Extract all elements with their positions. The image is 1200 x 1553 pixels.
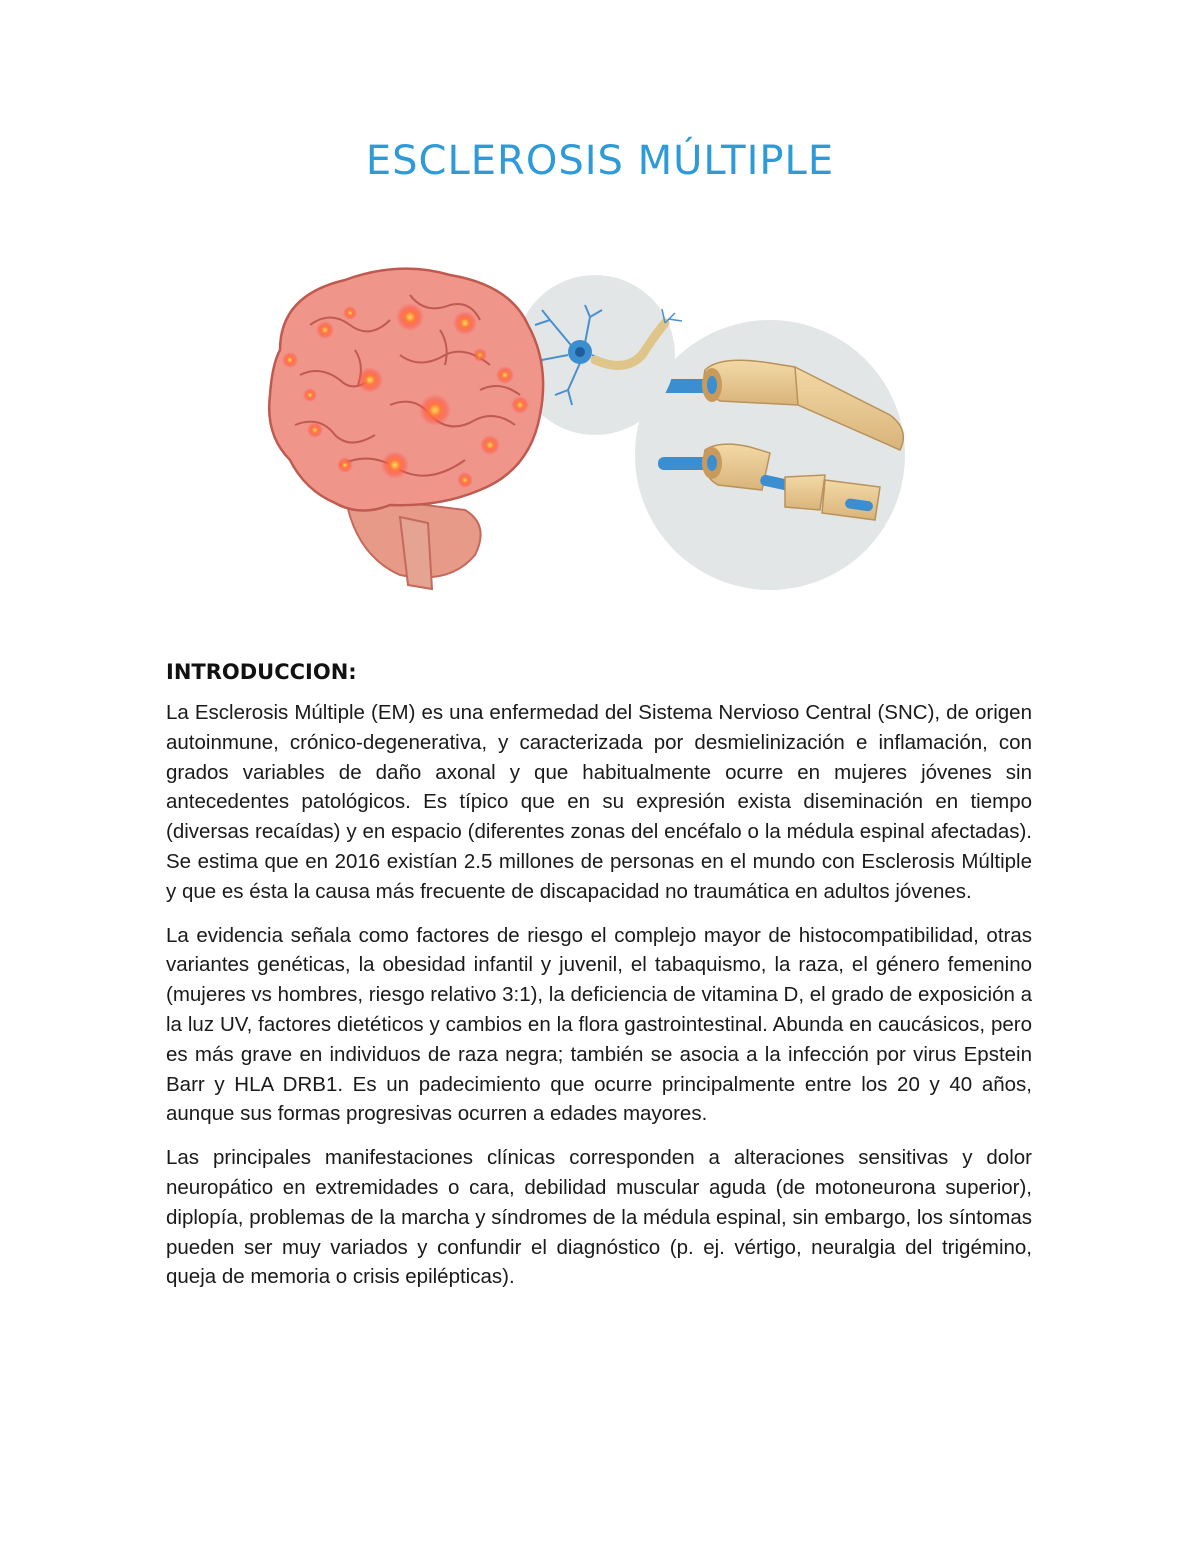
multiple-sclerosis-illustration [250,255,950,600]
paragraph-2: La evidencia señala como factores de riesgo el complejo mayor de histocompatibilidad, otras variantes genéticas, la obesidad infantil y juvenil, el tabaquismo, la raza, el género femenino (mujeres vs hombres, riesgo relativo 3:1), la deficiencia de vitamina D, el grado de exposición a la luz UV, factores dietéticos y cambios en la flora gastrointestinal. Abunda en caucásicos, pero es más grave en individuos de raza negra; también se asocia a la infección por virus Epstein Barr y HLA DRB1. Es un padecimiento que ocurre principalmente entre los 20 y 40 años, aunque sus formas progresivas ocurren a edades mayores. [166,923,1032,1126]
paragraph-3: Las principales manifestaciones clínicas corresponden a alteraciones sensitivas y dolor neuropático en extremidades o cara, debilidad muscular aguda (de motoneurona superior), diplopía, problemas de la marcha y síndromes de la médula espinal, sin embargo, los síntomas pueden ser muy variados y confundir el diagnóstico (p. ej. vértigo, neuralgia del trigémino, queja de memoria o crisis epilépticas). [166,1146,1032,1289]
axon-detail-circle [635,320,905,590]
introduction-section [166,660,1032,1306]
brain-icon [269,269,543,589]
document-title: ESCLEROSIS MÚLTIPLE [365,138,835,184]
section-heading: INTRODUCCION: [166,660,357,684]
paragraph-1: La Esclerosis Múltiple (EM) es una enfermedad del Sistema Nervioso Central (SNC), de origen autoinmune, crónico-degenerativa, y caracterizada por desmielinización e inflamación, con grados variables de daño axonal y que habitualmente ocurre en mujeres jóvenes sin antecedentes patológicos. Es típico que en su expresión exista diseminación en tiempo (diversas recaídas) y en espacio (diferentes zonas del encéfalo o la médula espinal afectadas). Se estima que en 2016 existían 2.5 millones de personas en el mundo con Esclerosis Múltiple y que es ésta la causa más frecuente de discapacidad no traumática en adultos jóvenes. [166,701,1032,903]
